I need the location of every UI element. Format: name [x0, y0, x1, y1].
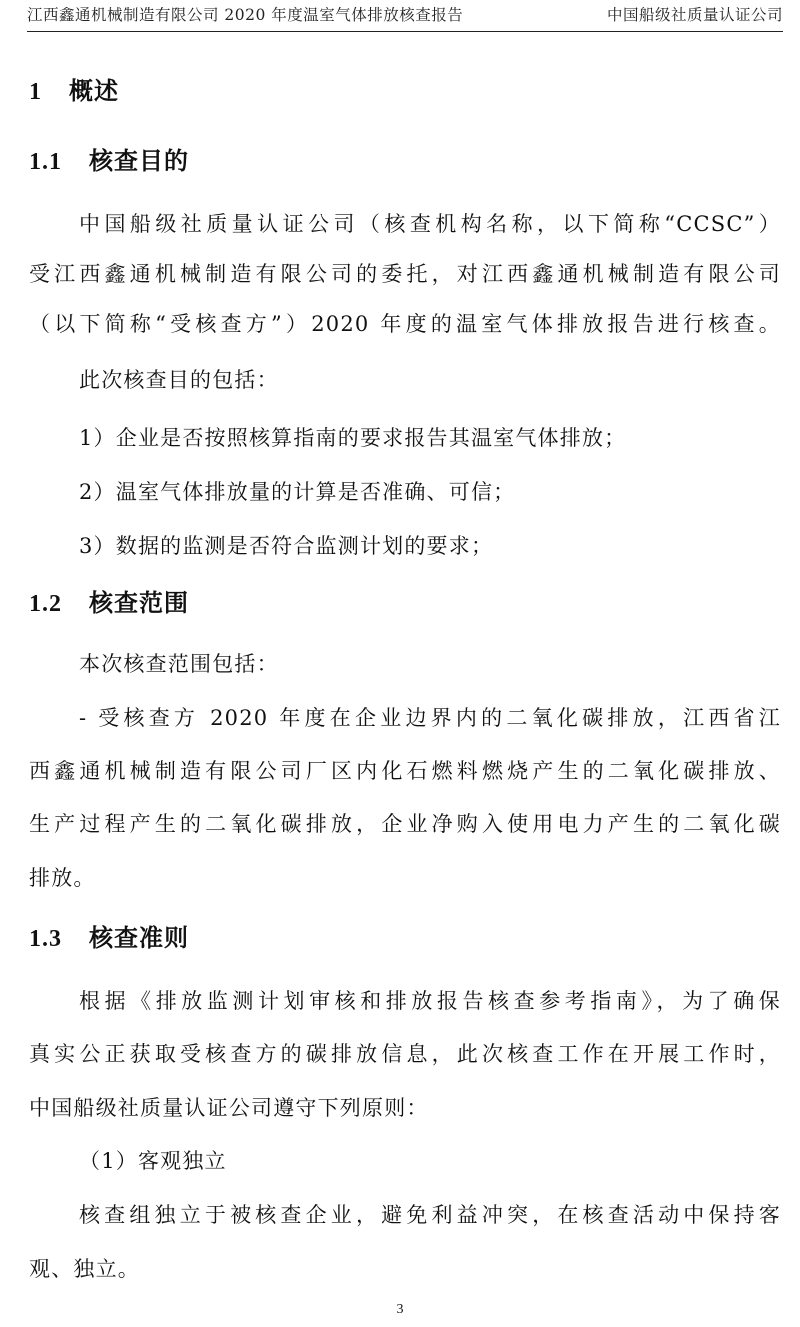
purpose-item: 2）温室气体排放量的计算是否准确、可信； — [79, 480, 516, 504]
scope-intro: 本次核查范围包括： — [79, 652, 279, 676]
section-number: 1.2 — [29, 591, 62, 617]
page-number: 3 — [396, 1302, 404, 1317]
purpose-item: 3）数据的监测是否符合监测计划的要求； — [79, 534, 494, 558]
scope-line: 生产过程产生的二氧化碳排放，企业净购入使用电力产生的二氧化碳 — [29, 812, 781, 836]
page-header — [27, 4, 783, 32]
section-title: 核查目的 — [89, 146, 189, 175]
criteria-line: 真实公正获取受核查方的碳排放信息，此次核查工作在开展工作时， — [29, 1042, 781, 1066]
criteria-line: 中国船级社质量认证公司遵守下列原则： — [29, 1096, 429, 1120]
paragraph-line: 受江西鑫通机械制造有限公司的委托，对江西鑫通机械制造有限公司 — [29, 262, 781, 286]
header-organization: 中国船级社质量认证公司 — [606, 6, 783, 24]
section-title: 概述 — [69, 76, 119, 105]
section-number: 1.3 — [29, 926, 62, 952]
purpose-item: 1）企业是否按照核算指南的要求报告其温室气体排放； — [79, 426, 627, 450]
section-1-3-heading — [29, 925, 781, 952]
paragraph-line: 中国船级社质量认证公司（核查机构名称，以下简称“CCSC”） — [79, 212, 781, 236]
scope-line: 排放。 — [29, 866, 96, 890]
scope-line: - 受核查方 2020 年度在企业边界内的二氧化碳排放，江西省江 — [79, 706, 781, 730]
section-number: 1 — [29, 79, 42, 105]
section-1-1-heading — [29, 148, 781, 175]
header-report-title: 江西鑫通机械制造有限公司 2020 年度温室气体排放核查报告 — [27, 6, 464, 24]
principle-line: 核查组独立于被核查企业，避免利益冲突，在核查活动中保持客 — [79, 1203, 781, 1227]
criteria-line: 根据《排放监测计划审核和排放报告核查参考指南》，为了确保 — [79, 989, 781, 1013]
paragraph-line: （以下简称“受核查方”）2020 年度的温室气体排放报告进行核查。 — [29, 312, 781, 336]
section-1-2-heading — [29, 590, 781, 617]
scope-line: 西鑫通机械制造有限公司厂区内化石燃料燃烧产生的二氧化碳排放、 — [29, 759, 781, 783]
principle-line: 观、独立。 — [29, 1257, 140, 1281]
section-title: 核查准则 — [89, 923, 189, 952]
section-title: 核查范围 — [89, 588, 189, 617]
section-number: 1.1 — [29, 149, 62, 175]
section-1-heading — [29, 78, 781, 105]
purpose-intro: 此次核查目的包括： — [79, 368, 279, 392]
principle-title: （1）客观独立 — [79, 1149, 227, 1173]
